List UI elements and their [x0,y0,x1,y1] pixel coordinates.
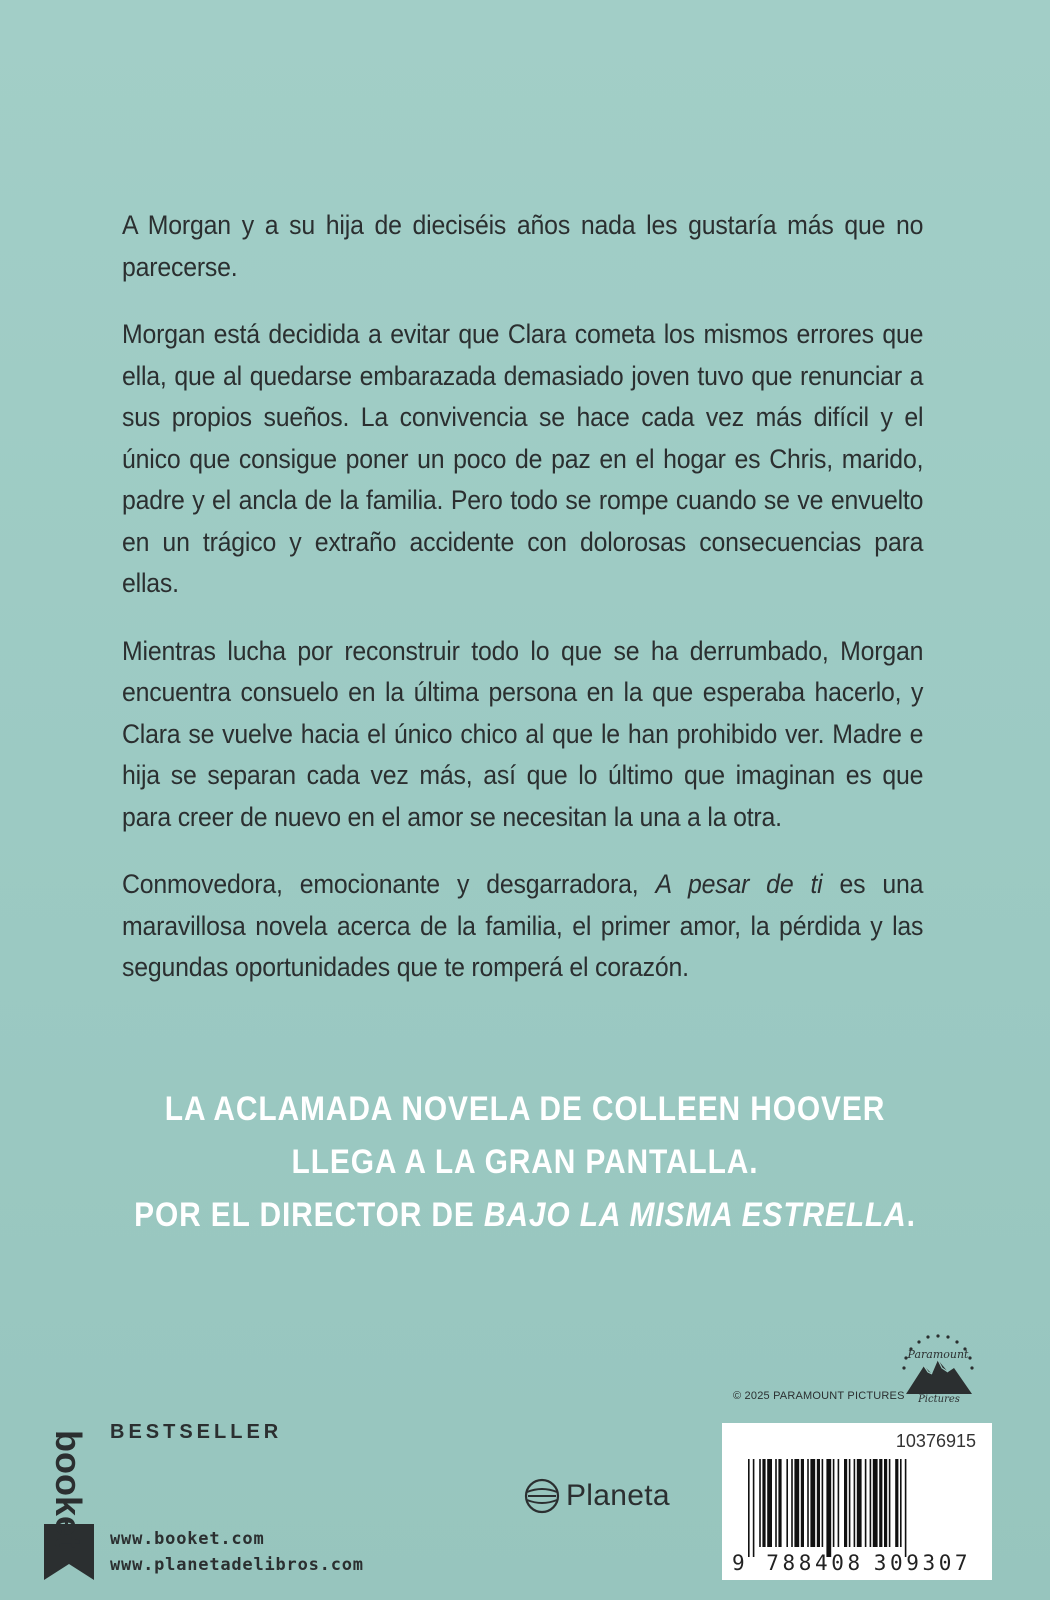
barcode-box [722,1423,992,1580]
barcode-bar [791,1459,793,1547]
barcode-bar [767,1459,772,1547]
barcode-bar [778,1459,781,1547]
synopsis-paragraph-1: A Morgan y a su hija de dieciséis años nada les gustaría más que no parecerse. [122,210,924,282]
barcode-bar [865,1459,867,1547]
barcode-bar [786,1459,788,1547]
reference-number: 10376915 [895,1431,976,1451]
barcode-bar [826,1459,831,1557]
barcode-bar [794,1459,799,1547]
barcode-bar [905,1459,907,1557]
isbn-group-1: 788408 [766,1551,864,1575]
tagline-line-2: LLEGA A LA GRAN PANTALLA. [291,1143,759,1181]
barcode-bar [870,1459,872,1547]
synopsis-p4-before: Conmovedora, emocionante y desgarradora, [122,869,656,899]
barcode-bar [759,1459,761,1547]
synopsis [122,205,924,1015]
synopsis-p4-after: es una maravillosa novela acerca de la familia, el primer amor, la pérdida y las segundas oportunidades que te romperá el corazón. [122,869,924,982]
planeta-url: www.planetadelibros.com [110,1555,364,1575]
publisher-urls [110,1526,364,1578]
barcode-bar [879,1459,882,1547]
barcode-bar [838,1459,840,1547]
barcode-bar [807,1459,809,1547]
synopsis-paragraph-2: Morgan está decidida a evitar que Clara cometa los mismos errores que ella, que al quedarse embarazada demasiado joven tuvo que renunciar a sus propios sueños. La convivencia se hace cada vez más difícil y el único que consigue poner un poco de paz en el hogar es Chris, marido, padre y el ancla de la familia. Pero todo se rompe cuando se ve envuelto en un trágico y extraño accidente con dolorosas consecuencias para ellas. [122,319,924,598]
synopsis-paragraph-3: Mientras lucha por reconstruir todo lo que se ha derrumbado, Morgan encuentra consuelo en la última persona en la que esperaba hacerlo, y Clara se vuelve hacia el único chico al que le han prohibido ver. Madre e hija se separan cada vez más, así que lo último que imaginan es que para creer de nuevo en el amor se necesitan la una a la otra. [122,635,924,832]
synopsis-paragraph-4 [122,864,923,989]
barcode-bar [748,1459,750,1557]
barcode-bar [895,1459,898,1547]
paramount-logo [892,1328,984,1406]
booket-logo [38,1430,100,1580]
barcode-bar [889,1459,891,1547]
tagline-line-3-before: POR EL DIRECTOR DE [134,1196,484,1234]
booket-url: www.booket.com [110,1529,265,1549]
barcode-bar [873,1459,878,1547]
barcode-bar [833,1459,835,1547]
planeta-logo [524,1478,670,1514]
barcode-bar [900,1459,902,1547]
tagline [0,1083,1050,1242]
planeta-name: Planeta [566,1479,670,1512]
barcode-bar [884,1459,887,1547]
barcode-bar [810,1459,815,1547]
film-reference-title: BAJO LA MISMA ESTRELLA [483,1196,907,1234]
barcode-bar [854,1459,856,1547]
isbn-first-digit: 9 [732,1551,749,1575]
barcode-bar [844,1459,847,1547]
barcode-bar [817,1459,820,1547]
barcode-bar [775,1459,777,1547]
barcode-bar [857,1459,862,1547]
booket-logo-text: booket [48,1430,89,1549]
paramount-logo-bottom-text: Pictures [918,1394,960,1405]
paramount-logo-top-text: Paramount [907,1348,969,1361]
bestseller-label: BESTSELLER [110,1421,283,1443]
book-title: A pesar de ti [655,869,823,899]
isbn-digits [732,1551,971,1575]
barcode-bar [753,1459,755,1557]
tagline-line-1: LA ACLAMADA NOVELA DE COLLEEN HOOVER [164,1090,886,1128]
booket-logo-icon [38,1430,100,1580]
barcode-bar [762,1459,765,1547]
paramount-copyright: © 2025 PARAMOUNT PICTURES [733,1390,905,1402]
barcode-bar [822,1459,824,1547]
tagline-line-3-after: . [906,1196,916,1234]
isbn-group-2: 309307 [873,1551,972,1575]
barcode-bar [801,1459,804,1547]
paramount-mountain-icon [892,1328,984,1406]
barcode [734,1459,980,1557]
globe-icon [524,1478,560,1514]
barcode-bar [849,1459,851,1547]
tagline-line-3 [63,1189,987,1242]
